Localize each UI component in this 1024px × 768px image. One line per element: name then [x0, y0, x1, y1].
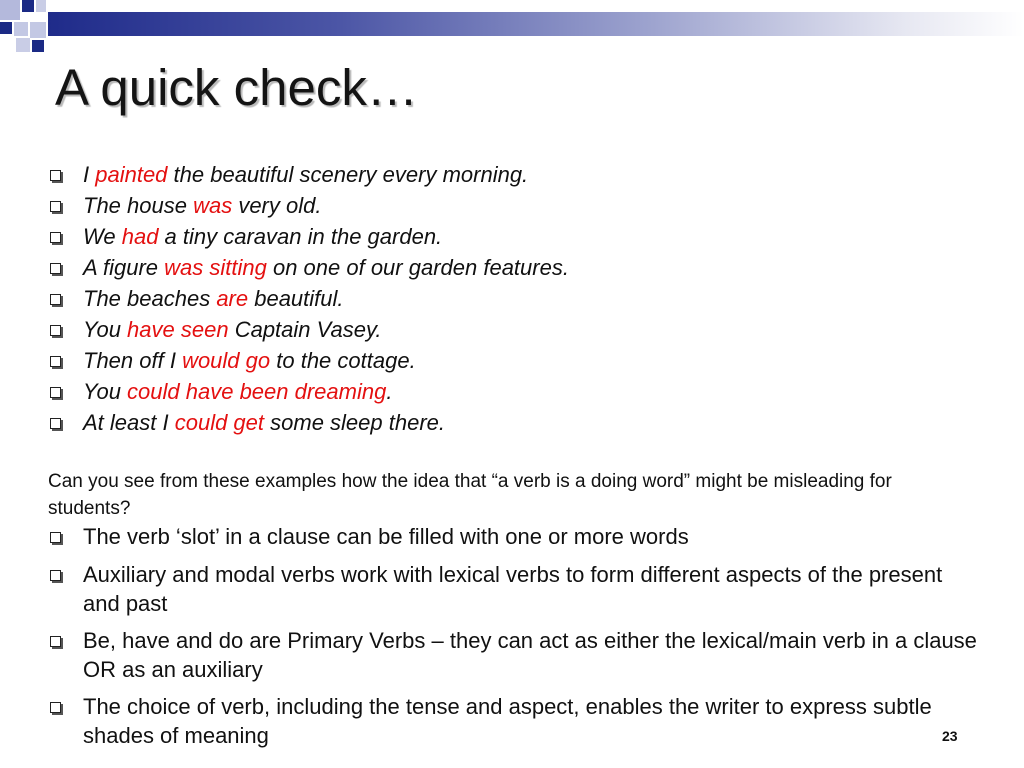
verb-highlight: would go: [182, 348, 271, 373]
key-point-item: [48, 522, 983, 551]
example-text: You: [83, 317, 128, 342]
verb-highlight: had: [121, 224, 159, 249]
corner-square-icon: [0, 0, 20, 20]
key-point-item: [48, 560, 983, 618]
example-item: [48, 376, 988, 407]
example-item: [48, 345, 988, 376]
corner-square-icon: [36, 0, 46, 12]
example-item: [48, 252, 988, 283]
example-item: [48, 314, 988, 345]
example-text: We: [83, 224, 122, 249]
checkbox-bullet-icon: [50, 325, 61, 336]
checkbox-bullet-icon: [50, 418, 61, 429]
verb-highlight: was sitting: [164, 255, 267, 280]
checkbox-bullet-icon: [50, 387, 61, 398]
checkbox-bullet-icon: [50, 201, 61, 212]
verb-highlight: could have been dreaming: [127, 379, 387, 404]
page-number: 23: [942, 728, 958, 744]
example-text: on one of our garden features.: [266, 255, 569, 280]
checkbox-bullet-icon: [50, 702, 61, 713]
checkbox-bullet-icon: [50, 232, 61, 243]
example-text: to the cottage.: [270, 348, 416, 373]
key-point-text: Be, have and do are Primary Verbs – they can act as either the lexical/main verb in a clause OR as an auxiliary: [83, 628, 977, 682]
corner-square-icon: [32, 40, 44, 52]
example-text: I: [83, 162, 96, 187]
key-point-text: The choice of verb, including the tense and aspect, enables the writer to express subtle shades of meaning: [83, 694, 932, 748]
example-item: [48, 407, 988, 438]
checkbox-bullet-icon: [50, 532, 61, 543]
example-text: Then off I: [83, 348, 183, 373]
corner-square-icon: [14, 22, 28, 36]
verb-highlight: are: [216, 286, 249, 311]
checkbox-bullet-icon: [50, 570, 61, 581]
verb-highlight: painted: [95, 162, 168, 187]
example-text: The beaches: [83, 286, 217, 311]
key-point-text: The verb ‘slot’ in a clause can be filled with one or more words: [83, 524, 689, 549]
key-points-list: [48, 522, 983, 750]
example-text: The house: [83, 193, 194, 218]
example-item: [48, 190, 988, 221]
example-sentence-list: [48, 159, 988, 438]
example-text: A figure: [83, 255, 165, 280]
example-text: a tiny caravan in the garden.: [158, 224, 443, 249]
example-text: beautiful.: [248, 286, 344, 311]
checkbox-bullet-icon: [50, 170, 61, 181]
corner-square-icon: [0, 22, 12, 34]
verb-highlight: could get: [174, 410, 265, 435]
key-point-item: [48, 626, 983, 684]
example-item: [48, 159, 988, 190]
example-text: the beautiful scenery every morning.: [167, 162, 529, 187]
checkbox-bullet-icon: [50, 294, 61, 305]
checkbox-bullet-icon: [50, 356, 61, 367]
verb-highlight: have seen: [127, 317, 229, 342]
corner-square-icon: [16, 38, 30, 52]
example-text: At least I: [83, 410, 175, 435]
verb-highlight: was: [193, 193, 233, 218]
example-text: Captain Vasey.: [228, 317, 382, 342]
example-text: very old.: [232, 193, 322, 218]
key-point-text: Auxiliary and modal verbs work with lexical verbs to form different aspects of the present and past: [83, 562, 943, 616]
slide-title: A quick check…: [55, 59, 418, 116]
checkbox-bullet-icon: [50, 636, 61, 647]
corner-square-icon: [30, 22, 46, 38]
example-text: .: [386, 379, 393, 404]
discussion-question: Can you see from these examples how the idea that “a verb is a doing word” might be misleading for students?: [48, 471, 892, 519]
example-text: You: [83, 379, 128, 404]
corner-square-icon: [22, 0, 34, 12]
example-item: [48, 221, 988, 252]
header-gradient-bar: [48, 12, 1024, 36]
example-item: [48, 283, 988, 314]
checkbox-bullet-icon: [50, 263, 61, 274]
key-point-item: [48, 692, 983, 750]
example-text: some sleep there.: [264, 410, 445, 435]
